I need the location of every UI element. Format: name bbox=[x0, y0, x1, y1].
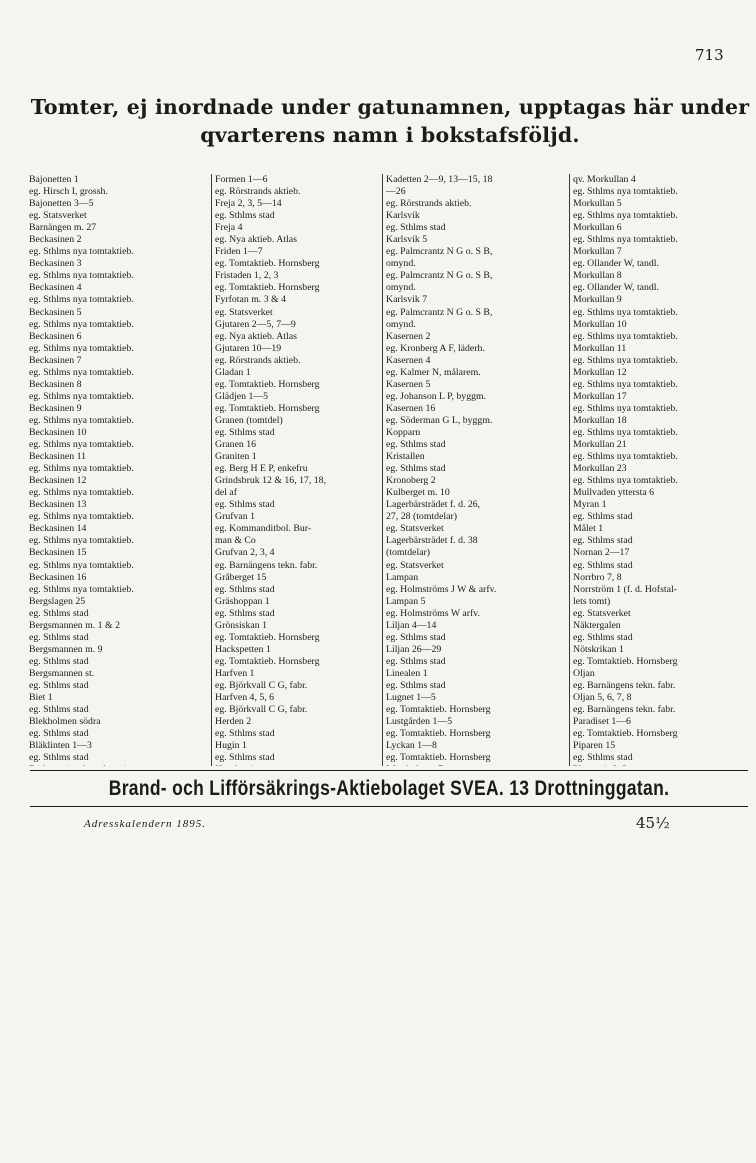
directory-line: Lyckan 1—8 bbox=[386, 740, 437, 752]
directory-line: Linealen 1 bbox=[386, 667, 428, 679]
directory-line: eg. Sthlms stad bbox=[29, 752, 89, 764]
directory-line: Friden 1—7 bbox=[215, 246, 263, 258]
directory-line: Kasernen 2 bbox=[386, 330, 431, 342]
directory-line: eg. Palmcrantz N G o. S B, bbox=[386, 306, 493, 318]
directory-line: eg. Holmströms J W & arfv. bbox=[386, 583, 497, 595]
directory-line: eg. Sthlms nya tomtaktieb. bbox=[573, 330, 678, 342]
directory-line: eg. Sthlms stad bbox=[215, 728, 275, 740]
directory-line: eg. Tomtaktieb. Hornsberg bbox=[215, 631, 320, 643]
directory-line: omynd. bbox=[386, 258, 416, 270]
directory-line: eg. Barnängens tekn. fabr. bbox=[215, 559, 318, 571]
directory-line: eg. Söderman G L, byggm. bbox=[386, 414, 493, 426]
directory-line: eg. Sthlms nya tomtaktieb. bbox=[573, 306, 678, 318]
column-3 bbox=[382, 174, 569, 766]
directory-line: Fyrfotan m. 3 & 4 bbox=[215, 294, 287, 306]
directory-line: eg. Sthlms stad bbox=[386, 439, 446, 451]
directory-line: Beckasinen 16 bbox=[29, 571, 87, 583]
directory-line: Norrström 1 (f. d. Hofstal- bbox=[573, 583, 677, 595]
directory-line: Morkullan 10 bbox=[573, 318, 627, 330]
directory-line: eg. Ollander W, tandl. bbox=[573, 258, 659, 270]
directory-line: Karlsvik 7 bbox=[386, 294, 428, 306]
directory-line: Beckasinen 6 bbox=[29, 330, 82, 342]
directory-line bbox=[29, 764, 211, 766]
directory-line: Morkullan 17 bbox=[573, 390, 627, 402]
directory-line: Beckasinen 12 bbox=[29, 475, 87, 487]
directory-line: Blekholmen södra bbox=[29, 716, 101, 728]
directory-line: Harfven 4, 5, 6 bbox=[215, 692, 275, 704]
directory-line: eg. Tomtaktieb. Hornsberg bbox=[386, 728, 491, 740]
directory-line: Lagerbärsträdet f. d. 26, bbox=[386, 499, 481, 511]
directory-line: Kasernen 5 bbox=[386, 378, 431, 390]
directory-line: eg. Berg H E P, enkefru bbox=[215, 463, 308, 475]
directory-line: Beckasinen 13 bbox=[29, 499, 87, 511]
directory-line: eg. Tomtaktieb. Hornsberg bbox=[215, 402, 320, 414]
directory-line: Fristaden 1, 2, 3 bbox=[215, 270, 279, 282]
directory-line: eg. Tomtaktieb. Hornsberg bbox=[386, 704, 491, 716]
directory-line: eg. Tomtaktieb. Hornsberg bbox=[215, 258, 320, 270]
directory-line: del af bbox=[215, 487, 238, 499]
directory-line: Norrbro 7, 8 bbox=[573, 571, 622, 583]
directory-line: eg. Sthlms stad bbox=[573, 631, 633, 643]
directory-line: eg. Sthlms nya tomtaktieb. bbox=[29, 318, 134, 330]
rule-bottom bbox=[30, 806, 748, 807]
directory-line: eg. Sthlms nya tomtaktieb. bbox=[29, 535, 134, 547]
column-1 bbox=[29, 174, 211, 766]
directory-line: eg. Nya aktieb. Atlas bbox=[215, 330, 297, 342]
directory-line: Harfven 1 bbox=[215, 667, 255, 679]
directory-line: Kopparn bbox=[386, 426, 421, 438]
directory-line: qv. Morkullan 4 bbox=[573, 174, 636, 185]
directory-line: eg. Sthlms stad bbox=[29, 607, 89, 619]
directory-line: eg. Sthlms stad bbox=[573, 511, 633, 523]
directory-line: Liljan 26—29 bbox=[386, 643, 442, 655]
directory-line: eg. Sthlms stad bbox=[215, 583, 275, 595]
directory-line: Målet 1 bbox=[573, 523, 604, 535]
directory-line: lets tomt) bbox=[573, 595, 611, 607]
directory-line: Kulberget m. 10 bbox=[386, 487, 450, 499]
directory-line: eg. Palmcrantz N G o. S B, bbox=[386, 246, 493, 258]
directory-line: Freja 2, 3, 5—14 bbox=[215, 198, 282, 210]
directory-line: eg. Sthlms stad bbox=[386, 679, 446, 691]
directory-line: eg. Tomtaktieb. Hornsberg bbox=[215, 378, 320, 390]
directory-line: eg. Hirsch I, grossh. bbox=[29, 186, 108, 198]
directory-line: Grindsbruk 12 & 16, 17, 18, bbox=[215, 475, 327, 487]
directory-line: Morkullan 23 bbox=[573, 463, 627, 475]
directory-line: Beckasinen 9 bbox=[29, 402, 82, 414]
directory-line: eg. Björkvall C G, fabr. bbox=[215, 704, 308, 716]
directory-line: omynd. bbox=[386, 318, 416, 330]
directory-line: Gjutaren 10—19 bbox=[215, 342, 282, 354]
directory-line: Kadetten 2—9, 13—15, 18 bbox=[386, 174, 493, 185]
directory-line: eg. Statsverket bbox=[386, 523, 444, 535]
directory-line: Granen (tomtdel) bbox=[215, 414, 283, 426]
directory-line: Beckasinen 2 bbox=[29, 234, 82, 246]
directory-line: eg. Tomtaktieb. Hornsberg bbox=[573, 655, 678, 667]
directory-line: Gjutaren 2—5, 7—9 bbox=[215, 318, 296, 330]
directory-line: Lagerbärsträdet f. d. 38 bbox=[386, 535, 478, 547]
directory-line: eg. Kalmer N, målarem. bbox=[386, 366, 481, 378]
directory-line: Karlsvik 5 bbox=[386, 234, 428, 246]
directory-line: Morkullan 6 bbox=[573, 222, 622, 234]
directory-line: Beckasinen 5 bbox=[29, 306, 82, 318]
directory-line: eg. Sthlms nya tomtaktieb. bbox=[29, 390, 134, 402]
directory-line: eg. Sthlms nya tomtaktieb. bbox=[29, 583, 134, 595]
directory-line: Barnängen m. 27 bbox=[29, 222, 97, 234]
directory-line: Bajonetten 3—5 bbox=[29, 198, 94, 210]
directory-line: eg. Sthlms nya tomtaktieb. bbox=[29, 246, 134, 258]
directory-line: eg. Björkvall C G, fabr. bbox=[215, 679, 308, 691]
directory-line: eg. Sthlms nya tomtaktieb. bbox=[29, 439, 134, 451]
directory-line: Morkullan 21 bbox=[573, 439, 627, 451]
directory-line: Bergslagen 25 bbox=[29, 595, 86, 607]
column-2 bbox=[211, 174, 382, 766]
directory-line: eg. Rörstrands aktieb. bbox=[386, 198, 472, 210]
title-line-2: qvarterens namn i bokstafsföljd. bbox=[200, 123, 580, 147]
directory-line: eg. Sthlms nya tomtaktieb. bbox=[573, 186, 678, 198]
directory-line: Beckasinen 3 bbox=[29, 258, 82, 270]
directory-line: eg. Sthlms nya tomtaktieb. bbox=[573, 475, 678, 487]
directory-line bbox=[386, 764, 569, 766]
advertisement-banner: Brand- och Lifförsäkrings-Aktiebolaget SVEA. 13 Drottninggatan. bbox=[108, 776, 670, 800]
directory-line: eg. Statsverket bbox=[573, 607, 631, 619]
directory-line: Oljan 5, 6, 7, 8 bbox=[573, 692, 632, 704]
directory-line: Lampan bbox=[386, 571, 419, 583]
directory-line: Herden 2 bbox=[215, 716, 252, 728]
directory-line: eg. Sthlms nya tomtaktieb. bbox=[573, 234, 678, 246]
directory-line: Beckasinen 4 bbox=[29, 282, 82, 294]
directory-line: eg. Tomtaktieb. Hornsberg bbox=[215, 655, 320, 667]
directory-line: Beckasinen 11 bbox=[29, 451, 87, 463]
directory-line: Kasernen 4 bbox=[386, 354, 431, 366]
directory-line: Glädjen 1—5 bbox=[215, 390, 269, 402]
directory-line: eg. Sthlms stad bbox=[573, 559, 633, 571]
directory-line: Formen 1—6 bbox=[215, 174, 268, 185]
directory-line: eg. Sthlms stad bbox=[215, 499, 275, 511]
directory-line: Bajonetten 1 bbox=[29, 174, 79, 185]
directory-line: eg. Sthlms stad bbox=[215, 607, 275, 619]
directory-line: Grufvan 2, 3, 4 bbox=[215, 547, 275, 559]
directory-line: eg. Sthlms stad bbox=[215, 210, 275, 222]
directory-line: Granen 16 bbox=[215, 439, 257, 451]
directory-line: eg. Sthlms nya tomtaktieb. bbox=[573, 378, 678, 390]
directory-line: Beckasinen 15 bbox=[29, 547, 87, 559]
directory-line: (tomtdelar) bbox=[386, 547, 431, 559]
directory-line: Gladan 1 bbox=[215, 366, 251, 378]
directory-line: eg. Sthlms stad bbox=[386, 222, 446, 234]
title-line-1: Tomter, ej inordnade under gatunamnen, upptagas här under bbox=[30, 95, 750, 119]
directory-line: eg. Statsverket bbox=[215, 306, 273, 318]
directory-line: eg. Sthlms nya tomtaktieb. bbox=[29, 487, 134, 499]
directory-line bbox=[215, 764, 382, 766]
directory-line: Kasernen 16 bbox=[386, 402, 436, 414]
directory-line: eg. Sthlms nya tomtaktieb. bbox=[29, 559, 134, 571]
directory-line: eg. Barnängens tekn. fabr. bbox=[573, 679, 676, 691]
directory-line: Kristallen bbox=[386, 451, 425, 463]
directory-line: eg. Johanson L P, byggm. bbox=[386, 390, 487, 402]
directory-line: eg. Sthlms nya tomtaktieb. bbox=[29, 414, 134, 426]
directory-line: eg. Sthlms stad bbox=[29, 728, 89, 740]
directory-line: eg. Tomtaktieb. Hornsberg bbox=[386, 752, 491, 764]
directory-line: Hugin 1 bbox=[215, 740, 247, 752]
directory-line: eg. Holmströms W arfv. bbox=[386, 607, 480, 619]
directory-line: omynd. bbox=[386, 282, 416, 294]
directory-line: Beckasinen 8 bbox=[29, 378, 82, 390]
directory-line: Morkullan 8 bbox=[573, 270, 622, 282]
rule-top bbox=[30, 770, 748, 771]
page-title bbox=[30, 93, 750, 149]
directory-line: eg. Sthlms nya tomtaktieb. bbox=[573, 451, 678, 463]
directory-line: eg. Sthlms stad bbox=[29, 679, 89, 691]
directory-line: eg. Tomtaktieb. Hornsberg bbox=[573, 728, 678, 740]
directory-line: eg. Sthlms nya tomtaktieb. bbox=[29, 366, 134, 378]
directory-line: eg. Sthlms stad bbox=[386, 655, 446, 667]
column-4 bbox=[569, 174, 749, 766]
directory-line: eg. Sthlms stad bbox=[573, 535, 633, 547]
directory-line: eg. Nya aktieb. Atlas bbox=[215, 234, 297, 246]
directory-line: —26 bbox=[386, 186, 406, 198]
directory-line: Lampan 5 bbox=[386, 595, 426, 607]
directory-line: eg. Rörstrands aktieb. bbox=[215, 186, 301, 198]
directory-line: Myran 1 bbox=[573, 499, 607, 511]
directory-line: eg. Sthlms stad bbox=[215, 426, 275, 438]
directory-line: eg. Sthlms nya tomtaktieb. bbox=[573, 402, 678, 414]
directory-line: Bergsmannen st. bbox=[29, 667, 95, 679]
directory-line: Morkullan 12 bbox=[573, 366, 627, 378]
directory-line: Beckasinen 7 bbox=[29, 354, 82, 366]
directory-line: Grufvan 1 bbox=[215, 511, 255, 523]
directory-line: eg. Statsverket bbox=[29, 210, 87, 222]
directory-line: Biet 1 bbox=[29, 692, 53, 704]
directory-line: eg. Sthlms nya tomtaktieb. bbox=[573, 354, 678, 366]
directory-line: Gräshoppan 1 bbox=[215, 595, 270, 607]
directory-line: Kronoberg 2 bbox=[386, 475, 436, 487]
directory-line: eg. Tomtaktieb. Hornsberg bbox=[215, 282, 320, 294]
directory-line: eg. Sthlms nya tomtaktieb. bbox=[573, 426, 678, 438]
directory-line: eg. Rörstrands aktieb. bbox=[215, 354, 301, 366]
directory-line: eg. Kommanditbol. Bur- bbox=[215, 523, 312, 535]
directory-line: Hackspetten 1 bbox=[215, 643, 271, 655]
directory-line: Lugnet 1—5 bbox=[386, 692, 436, 704]
directory-line: eg. Sthlms nya tomtaktieb. bbox=[29, 463, 134, 475]
directory-line: Paradiset 1—6 bbox=[573, 716, 631, 728]
directory-line: Morkullan 7 bbox=[573, 246, 622, 258]
directory-line: eg. Sthlms nya tomtaktieb. bbox=[29, 342, 134, 354]
directory-line: eg. Kronberg A F, läderh. bbox=[386, 342, 485, 354]
directory-line: Nötskrikan 1 bbox=[573, 643, 624, 655]
directory-line: Bergsmannen m. 1 & 2 bbox=[29, 619, 120, 631]
directory-line: eg. Sthlms nya tomtaktieb. bbox=[29, 294, 134, 306]
directory-line: eg. Sthlms stad bbox=[29, 631, 89, 643]
directory-line: eg. Sthlms nya tomtaktieb. bbox=[29, 511, 134, 523]
directory-line: eg. Sthlms nya tomtaktieb. bbox=[29, 270, 134, 282]
directory-line: Morkullan 9 bbox=[573, 294, 622, 306]
directory-line: Morkullan 5 bbox=[573, 198, 622, 210]
directory-line: Morkullan 11 bbox=[573, 342, 627, 354]
directory-line: Freja 4 bbox=[215, 222, 243, 234]
directory-line: Mullvaden yttersta 6 bbox=[573, 487, 655, 499]
directory-line: eg. Statsverket bbox=[386, 559, 444, 571]
directory-line: eg. Sthlms stad bbox=[573, 752, 633, 764]
footer-sheet-number: 45½ bbox=[636, 814, 670, 832]
directory-line: Liljan 4—14 bbox=[386, 619, 437, 631]
directory-line: Lustgården 1—5 bbox=[386, 716, 453, 728]
directory-line: Bergsmannen m. 9 bbox=[29, 643, 103, 655]
footer-publication: Adresskalendern 1895. bbox=[84, 818, 207, 830]
directory-line: man & Co bbox=[215, 535, 256, 547]
directory-line: eg. Ollander W, tandl. bbox=[573, 282, 659, 294]
directory-line: Graniten 1 bbox=[215, 451, 257, 463]
directory-line: Nornan 2—17 bbox=[573, 547, 630, 559]
directory-line: Beckasinen 14 bbox=[29, 523, 87, 535]
directory-line: eg. Palmcrantz N G o. S B, bbox=[386, 270, 493, 282]
directory-line: Oljan bbox=[573, 667, 595, 679]
directory-line: Grönsiskan 1 bbox=[215, 619, 267, 631]
directory-line: 27, 28 (tomtdelar) bbox=[386, 511, 458, 523]
directory-line: Bläklinten 1—3 bbox=[29, 740, 92, 752]
directory-line bbox=[573, 764, 749, 766]
directory-line: Morkullan 18 bbox=[573, 414, 627, 426]
directory-line: eg. Sthlms stad bbox=[386, 463, 446, 475]
directory-line: eg. Sthlms stad bbox=[386, 631, 446, 643]
directory-line: eg. Sthlms nya tomtaktieb. bbox=[573, 210, 678, 222]
directory-line: Piparen 15 bbox=[573, 740, 616, 752]
directory-line: eg. Sthlms stad bbox=[215, 752, 275, 764]
directory-line: Beckasinen 10 bbox=[29, 426, 87, 438]
directory-line: eg. Barnängens tekn. fabr. bbox=[573, 704, 676, 716]
directory-line: Karlsvik bbox=[386, 210, 420, 222]
directory-line: eg. Sthlms stad bbox=[29, 704, 89, 716]
directory-line: Näktergalen bbox=[573, 619, 621, 631]
page-number: 713 bbox=[695, 46, 724, 64]
directory-line: eg. Sthlms stad bbox=[29, 655, 89, 667]
directory-line: Gråberget 15 bbox=[215, 571, 267, 583]
directory-columns bbox=[29, 174, 749, 766]
